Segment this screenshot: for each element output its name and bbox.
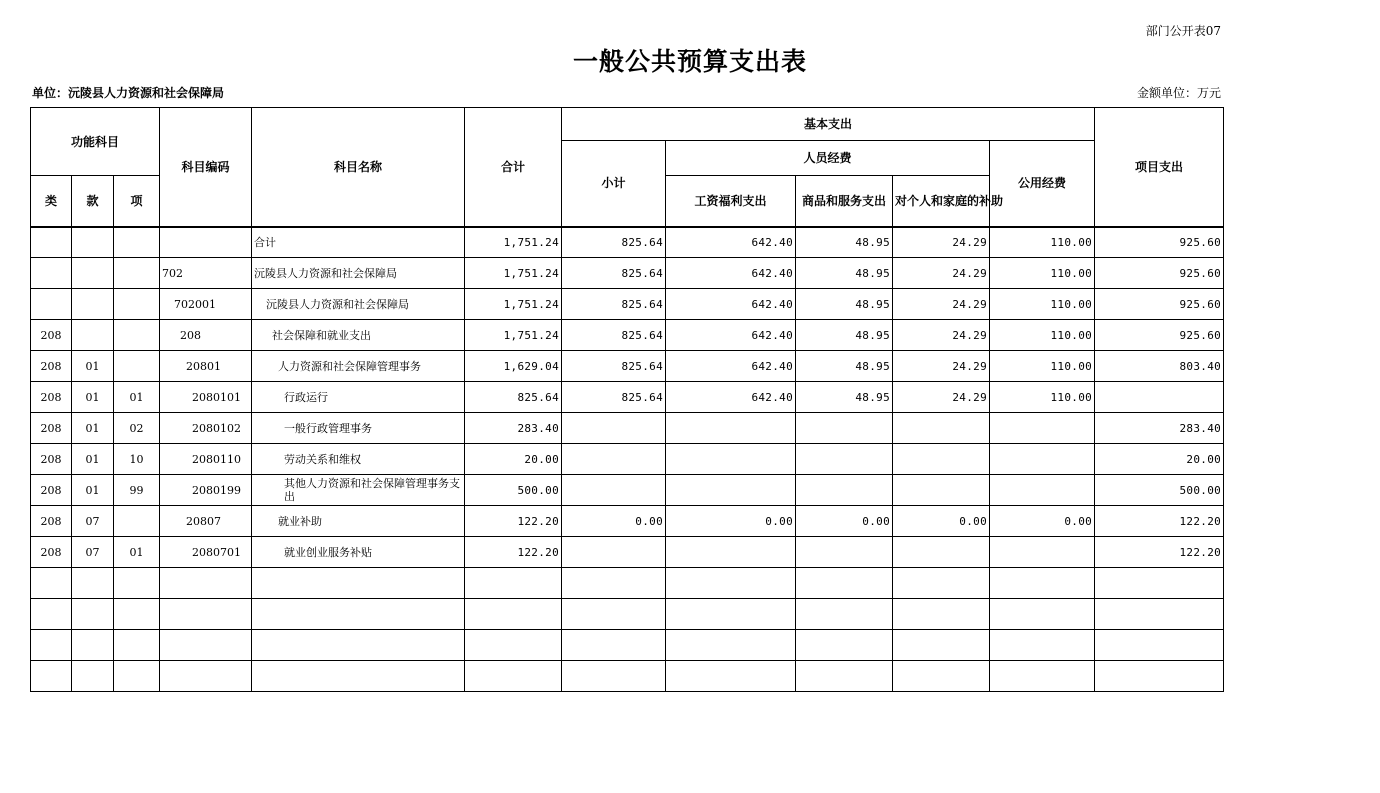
reporting-unit: 单位：沅陵县人力资源和社会保障局 <box>32 86 225 100</box>
cell-lei: 208 <box>31 475 72 506</box>
cell-name: 一般行政管理事务 <box>252 413 465 444</box>
header-personnel: 人员经费 <box>666 141 990 176</box>
cell-name <box>252 568 465 599</box>
cell-public <box>990 444 1095 475</box>
cell-subtotal: 825.64 <box>562 258 666 289</box>
cell-kuan <box>72 258 114 289</box>
cell-kuan <box>72 599 114 630</box>
cell-xiang <box>114 599 160 630</box>
cell-subsidy: 24.29 <box>893 258 990 289</box>
cell-code: 2080101 <box>160 382 252 413</box>
cell-salary <box>666 568 796 599</box>
cell-subsidy: 0.00 <box>893 506 990 537</box>
cell-kuan: 01 <box>72 475 114 506</box>
cell-code <box>160 661 252 692</box>
cell-subtotal <box>562 568 666 599</box>
cell-public <box>990 537 1095 568</box>
cell-salary <box>666 413 796 444</box>
cell-total: 500.00 <box>465 475 562 506</box>
cell-code: 20801 <box>160 351 252 382</box>
cell-goods: 48.95 <box>796 351 893 382</box>
cell-subtotal <box>562 599 666 630</box>
cell-goods <box>796 630 893 661</box>
cell-project: 283.40 <box>1095 413 1224 444</box>
cell-salary <box>666 630 796 661</box>
cell-subsidy <box>893 475 990 506</box>
table-row <box>31 599 1224 630</box>
cell-code: 702 <box>160 258 252 289</box>
header-func-subject: 功能科目 <box>31 108 160 176</box>
cell-salary <box>666 475 796 506</box>
table-row <box>31 630 1224 661</box>
cell-name: 就业补助 <box>252 506 465 537</box>
cell-name: 就业创业服务补贴 <box>252 537 465 568</box>
cell-subsidy: 24.29 <box>893 289 990 320</box>
cell-lei <box>31 258 72 289</box>
cell-subtotal: 0.00 <box>562 506 666 537</box>
header-xiang: 项 <box>114 176 160 227</box>
cell-xiang: 10 <box>114 444 160 475</box>
cell-subsidy <box>893 630 990 661</box>
header-kuan: 款 <box>72 176 114 227</box>
cell-salary: 0.00 <box>666 506 796 537</box>
cell-total: 1,751.24 <box>465 289 562 320</box>
cell-xiang: 99 <box>114 475 160 506</box>
cell-public: 0.00 <box>990 506 1095 537</box>
cell-lei: 208 <box>31 537 72 568</box>
cell-xiang <box>114 506 160 537</box>
cell-subtotal: 825.64 <box>562 351 666 382</box>
cell-project: 803.40 <box>1095 351 1224 382</box>
cell-kuan <box>72 568 114 599</box>
cell-project: 925.60 <box>1095 320 1224 351</box>
table-body <box>31 227 1224 692</box>
header-total: 合计 <box>465 108 562 227</box>
cell-project <box>1095 382 1224 413</box>
table-row <box>31 320 1224 351</box>
cell-salary: 642.40 <box>666 351 796 382</box>
cell-project <box>1095 661 1224 692</box>
cell-public: 110.00 <box>990 351 1095 382</box>
cell-xiang: 01 <box>114 382 160 413</box>
cell-goods: 0.00 <box>796 506 893 537</box>
cell-public: 110.00 <box>990 258 1095 289</box>
cell-code: 2080701 <box>160 537 252 568</box>
header-public: 公用经费 <box>990 141 1095 227</box>
cell-subsidy: 24.29 <box>893 382 990 413</box>
header-goods: 商品和服务支出 <box>796 176 893 227</box>
amount-unit: 金额单位：万元 <box>1136 86 1221 100</box>
cell-project: 122.20 <box>1095 506 1224 537</box>
cell-kuan: 07 <box>72 506 114 537</box>
cell-project: 500.00 <box>1095 475 1224 506</box>
cell-kuan <box>72 630 114 661</box>
budget-expenditure-table <box>30 107 1224 692</box>
cell-lei <box>31 599 72 630</box>
cell-subsidy <box>893 568 990 599</box>
cell-xiang <box>114 351 160 382</box>
table-row <box>31 351 1224 382</box>
cell-xiang <box>114 258 160 289</box>
cell-total: 1,751.24 <box>465 258 562 289</box>
cell-code: 208 <box>160 320 252 351</box>
cell-name <box>252 661 465 692</box>
cell-salary: 642.40 <box>666 382 796 413</box>
cell-subtotal <box>562 661 666 692</box>
cell-subtotal: 825.64 <box>562 227 666 258</box>
cell-subtotal: 825.64 <box>562 382 666 413</box>
cell-goods <box>796 599 893 630</box>
cell-goods <box>796 413 893 444</box>
cell-name <box>252 599 465 630</box>
cell-lei: 208 <box>31 506 72 537</box>
cell-salary <box>666 661 796 692</box>
cell-code: 702001 <box>160 289 252 320</box>
cell-xiang: 02 <box>114 413 160 444</box>
cell-name: 沅陵县人力资源和社会保障局 <box>252 289 465 320</box>
cell-kuan <box>72 227 114 258</box>
cell-code <box>160 568 252 599</box>
cell-subsidy <box>893 537 990 568</box>
header-lei: 类 <box>31 176 72 227</box>
cell-lei: 208 <box>31 382 72 413</box>
cell-name: 合计 <box>252 227 465 258</box>
cell-public <box>990 568 1095 599</box>
cell-public <box>990 630 1095 661</box>
cell-project: 122.20 <box>1095 537 1224 568</box>
cell-lei <box>31 227 72 258</box>
cell-lei <box>31 630 72 661</box>
cell-total <box>465 599 562 630</box>
cell-public <box>990 475 1095 506</box>
cell-subsidy <box>893 444 990 475</box>
cell-kuan: 01 <box>72 413 114 444</box>
cell-public <box>990 599 1095 630</box>
table-row <box>31 258 1224 289</box>
table-row <box>31 227 1224 258</box>
cell-lei: 208 <box>31 351 72 382</box>
cell-total <box>465 630 562 661</box>
cell-xiang <box>114 630 160 661</box>
cell-name <box>252 630 465 661</box>
cell-kuan: 07 <box>72 537 114 568</box>
cell-total: 122.20 <box>465 537 562 568</box>
cell-subsidy: 24.29 <box>893 351 990 382</box>
cell-salary <box>666 537 796 568</box>
cell-public <box>990 413 1095 444</box>
cell-subtotal: 825.64 <box>562 320 666 351</box>
cell-goods: 48.95 <box>796 382 893 413</box>
table-row <box>31 444 1224 475</box>
table-row <box>31 568 1224 599</box>
cell-subtotal <box>562 413 666 444</box>
cell-name: 社会保障和就业支出 <box>252 320 465 351</box>
table-row <box>31 382 1224 413</box>
cell-lei <box>31 661 72 692</box>
cell-salary: 642.40 <box>666 289 796 320</box>
cell-salary: 642.40 <box>666 227 796 258</box>
cell-salary <box>666 444 796 475</box>
cell-goods <box>796 661 893 692</box>
header-name: 科目名称 <box>252 108 465 227</box>
cell-goods <box>796 568 893 599</box>
cell-xiang <box>114 568 160 599</box>
cell-xiang: 01 <box>114 537 160 568</box>
cell-code <box>160 227 252 258</box>
cell-salary: 642.40 <box>666 258 796 289</box>
cell-public: 110.00 <box>990 227 1095 258</box>
cell-kuan <box>72 289 114 320</box>
cell-total: 1,751.24 <box>465 227 562 258</box>
cell-total <box>465 568 562 599</box>
cell-subsidy: 24.29 <box>893 320 990 351</box>
cell-xiang <box>114 320 160 351</box>
table-row <box>31 289 1224 320</box>
cell-goods: 48.95 <box>796 258 893 289</box>
cell-kuan <box>72 320 114 351</box>
cell-salary <box>666 599 796 630</box>
cell-name: 行政运行 <box>252 382 465 413</box>
cell-goods <box>796 475 893 506</box>
cell-xiang <box>114 227 160 258</box>
cell-name: 其他人力资源和社会保障管理事务支出 <box>252 475 465 506</box>
cell-goods <box>796 444 893 475</box>
cell-subsidy <box>893 661 990 692</box>
cell-goods <box>796 537 893 568</box>
cell-public <box>990 661 1095 692</box>
cell-code: 2080110 <box>160 444 252 475</box>
cell-code <box>160 630 252 661</box>
cell-total: 283.40 <box>465 413 562 444</box>
cell-subtotal: 825.64 <box>562 289 666 320</box>
cell-kuan: 01 <box>72 351 114 382</box>
cell-lei <box>31 289 72 320</box>
cell-code: 2080199 <box>160 475 252 506</box>
header-subsidy: 对个人和家庭的补助 <box>893 176 990 227</box>
cell-public: 110.00 <box>990 320 1095 351</box>
cell-project <box>1095 568 1224 599</box>
table-row <box>31 413 1224 444</box>
cell-kuan <box>72 661 114 692</box>
header-basic: 基本支出 <box>562 108 1095 141</box>
header-salary: 工资福利支出 <box>666 176 796 227</box>
cell-lei <box>31 568 72 599</box>
cell-code: 2080102 <box>160 413 252 444</box>
table-row <box>31 475 1224 506</box>
cell-goods: 48.95 <box>796 289 893 320</box>
header-code: 科目编码 <box>160 108 252 227</box>
cell-name: 劳动关系和维权 <box>252 444 465 475</box>
cell-goods: 48.95 <box>796 227 893 258</box>
table-row <box>31 537 1224 568</box>
cell-lei: 208 <box>31 320 72 351</box>
cell-code: 20807 <box>160 506 252 537</box>
cell-subtotal <box>562 475 666 506</box>
cell-lei: 208 <box>31 413 72 444</box>
cell-public: 110.00 <box>990 289 1095 320</box>
form-number: 部门公开表07 <box>1145 24 1221 38</box>
cell-project: 925.60 <box>1095 289 1224 320</box>
cell-total: 1,629.04 <box>465 351 562 382</box>
header-subtotal: 小计 <box>562 141 666 227</box>
page-title: 一般公共预算支出表 <box>572 47 807 76</box>
cell-lei: 208 <box>31 444 72 475</box>
cell-subsidy: 24.29 <box>893 227 990 258</box>
cell-subtotal <box>562 444 666 475</box>
cell-project <box>1095 599 1224 630</box>
cell-project <box>1095 630 1224 661</box>
table-row <box>31 661 1224 692</box>
cell-subsidy <box>893 413 990 444</box>
cell-project: 925.60 <box>1095 258 1224 289</box>
cell-public: 110.00 <box>990 382 1095 413</box>
cell-total: 1,751.24 <box>465 320 562 351</box>
cell-subtotal <box>562 630 666 661</box>
cell-kuan: 01 <box>72 444 114 475</box>
cell-project: 925.60 <box>1095 227 1224 258</box>
header-project: 项目支出 <box>1095 108 1224 227</box>
cell-xiang <box>114 661 160 692</box>
cell-kuan: 01 <box>72 382 114 413</box>
cell-goods: 48.95 <box>796 320 893 351</box>
cell-total: 825.64 <box>465 382 562 413</box>
cell-code <box>160 599 252 630</box>
cell-total: 20.00 <box>465 444 562 475</box>
cell-xiang <box>114 289 160 320</box>
cell-salary: 642.40 <box>666 320 796 351</box>
cell-total <box>465 661 562 692</box>
cell-project: 20.00 <box>1095 444 1224 475</box>
cell-subsidy <box>893 599 990 630</box>
cell-name: 人力资源和社会保障管理事务 <box>252 351 465 382</box>
cell-name: 沅陵县人力资源和社会保障局 <box>252 258 465 289</box>
cell-total: 122.20 <box>465 506 562 537</box>
cell-subtotal <box>562 537 666 568</box>
table-row <box>31 506 1224 537</box>
